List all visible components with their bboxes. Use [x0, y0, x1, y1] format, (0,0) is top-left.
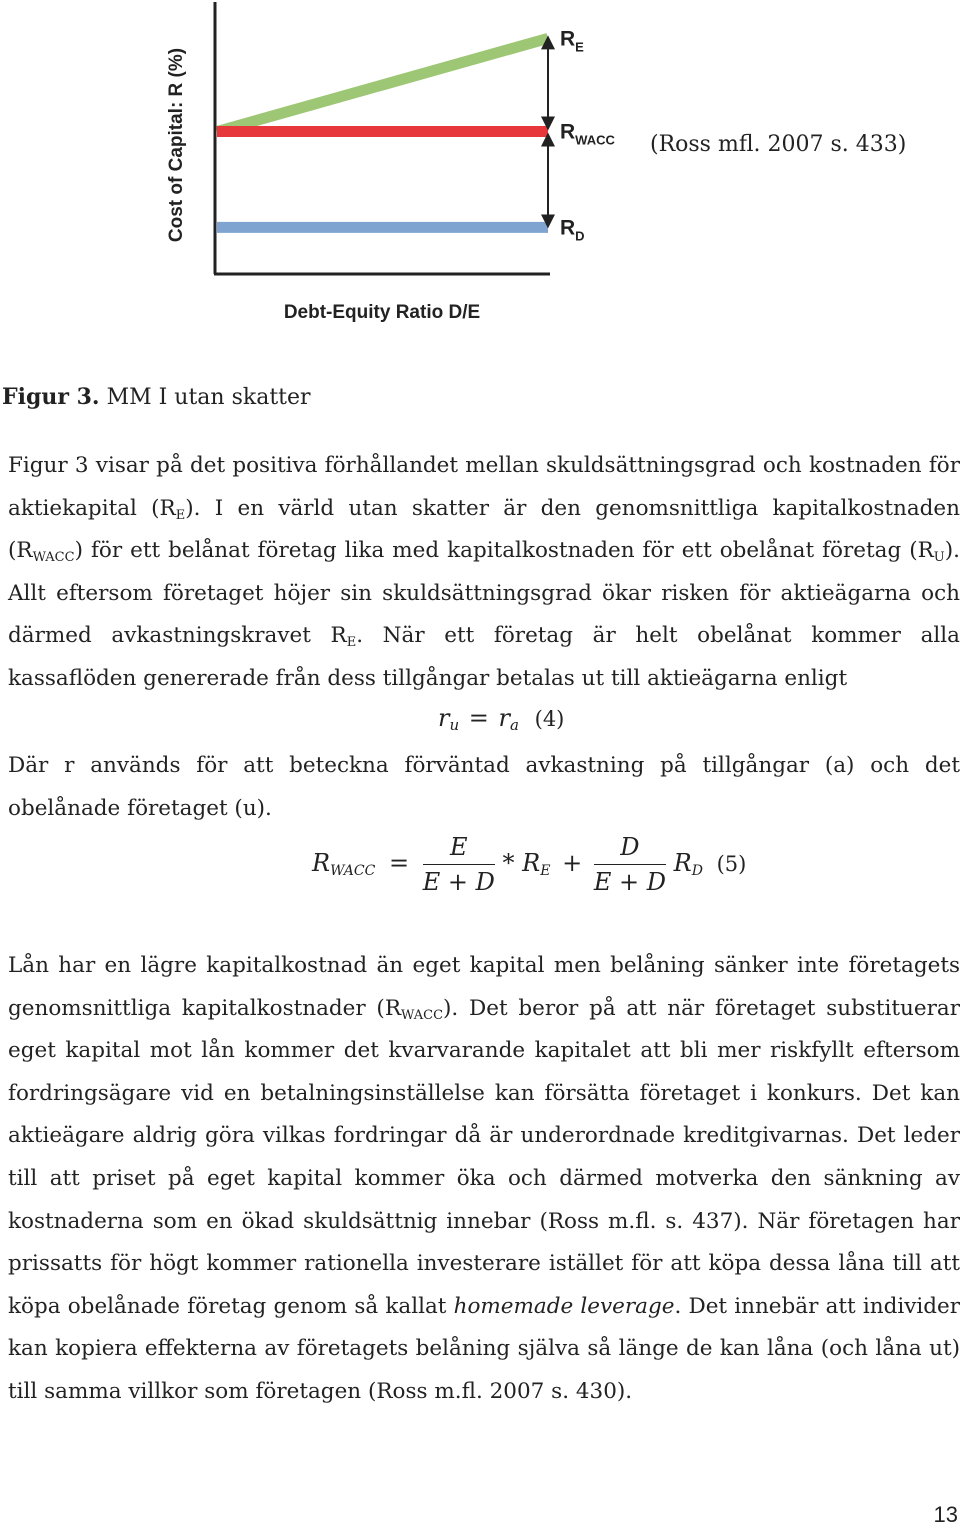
- eq5-frac2-numerator: D: [594, 830, 666, 865]
- eq5-frac2-denominator: E + D: [593, 868, 666, 896]
- series-label-d: $R_D$: [560, 216, 585, 244]
- x-axis-label: Debt-Equity Ratio D/E: [283, 302, 481, 323]
- para1-sub-1: E: [175, 507, 186, 523]
- eq5-frac1-numerator: E: [423, 830, 495, 865]
- y-axis-label: Cost of Capital: R (%): [166, 47, 187, 243]
- para1-text-5: . När ett företag är helt obelånat kommer alla kassaflöden genererade från dess tillgångar betalas ut till aktieägarna enligt: [8, 623, 960, 691]
- para3-italic-term: homemade leverage: [453, 1293, 675, 1319]
- eq4-sub-u: u: [449, 716, 460, 734]
- para3-text-1: Lån har en lägre kapitalkostnad än eget kapital men belåning sänker inte företagets genomsnittliga kapitalkostnader (R: [8, 953, 960, 1021]
- eq5-sub-wacc: WACC: [330, 863, 376, 879]
- para1-text-3: ) för ett belånat företag lika med kapitalkostnaden för ett obelånat företag (R: [74, 538, 934, 564]
- figure-source: (Ross mfl. 2007 s. 433): [650, 132, 907, 157]
- figure-caption: [2, 384, 311, 410]
- caption-text: MM I utan skatter: [99, 385, 311, 410]
- cost-of-capital-chart: [140, 0, 640, 330]
- eq5-sub-d: D: [691, 863, 703, 879]
- para1-sub-4: E: [346, 635, 357, 651]
- caption-label: Figur 3.: [2, 384, 100, 410]
- para3-sub-1: WACC: [401, 1007, 444, 1023]
- eq4-r: r: [438, 704, 450, 732]
- para3-text-2: ). Det beror på att när företaget substituerar eget kapital mot lån kommer det kvarvarande kapitalet att bli mer riskfyllt eftersom fordringsägare vid en betalningsinställelse kan försätta företaget i konkurs. Det kan aktieägare aldrig göra vilkas fordringar då är underordnade kreditgivarnas. Det leder till att priset på eget kapital kommer öka och därmed motverka den sänkning av kostnaderna som en ökad skuldsättnig innebar (Ross m.fl. s. 437). När företagen har prissatts för högt kommer rationella investerare istället för att köpa dessa låna till att köpa obelånade företag genom så kallat: [8, 995, 960, 1319]
- paragraph-2: Där r används för att beteckna förväntad avkastning på tillgångar (a) och det obelånade företaget (u).: [8, 753, 960, 821]
- equation-4: [438, 704, 564, 732]
- eq5-fraction-1: [423, 830, 495, 899]
- series-line-e: [217, 38, 548, 131]
- eq4-sub-a: a: [510, 716, 519, 734]
- page-number: 13: [933, 1502, 958, 1527]
- eq5-plus: +: [562, 849, 583, 877]
- eq5-R-d: R: [673, 849, 692, 877]
- eq5-times: *: [502, 849, 515, 877]
- para1-text-1: Figur 3 visar på det positiva förhållandet mellan skuldsättningsgrad och kostnaden för aktiekapital (R: [8, 453, 960, 521]
- eq5-number: (5): [716, 852, 747, 876]
- equation-5: [312, 830, 746, 899]
- eq5-sub-e: E: [540, 863, 551, 879]
- para3-text-3: . Det innebär att individer kan kopiera effekterna av företagets belåning själva så länge de kan låna (och låna ut) till samma villkor som företagen (Ross m.fl. 2007 s. 430).: [8, 1293, 960, 1404]
- para1-text-2: ). I en värld utan skatter är den genomsnittliga kapitalkostnaden (R: [8, 495, 960, 564]
- para1-sub-3: U: [933, 550, 945, 566]
- para1-sub-2: WACC: [32, 550, 75, 566]
- series-label-e: $R_E$: [560, 27, 584, 55]
- eq4-equals: =: [468, 704, 489, 732]
- eq4-number: (4): [534, 707, 565, 731]
- eq4-r2: r: [498, 704, 511, 732]
- eq5-R-e: R: [522, 849, 541, 877]
- eq5-equals: =: [388, 849, 410, 877]
- para1-text-4: ). Allt eftersom företaget höjer sin skuldsättningsgrad ökar risken för aktieägarna och därmed avkastningskravet R: [8, 538, 960, 649]
- series-label-wacc: $R_{WACC}$: [560, 120, 615, 148]
- eq5-fraction-2: [594, 830, 666, 899]
- eq5-frac1-denominator: E + D: [422, 868, 495, 896]
- eq5-R-wacc: R: [312, 849, 331, 877]
- paragraph-1: [8, 445, 960, 701]
- paragraph-3: [8, 945, 960, 1414]
